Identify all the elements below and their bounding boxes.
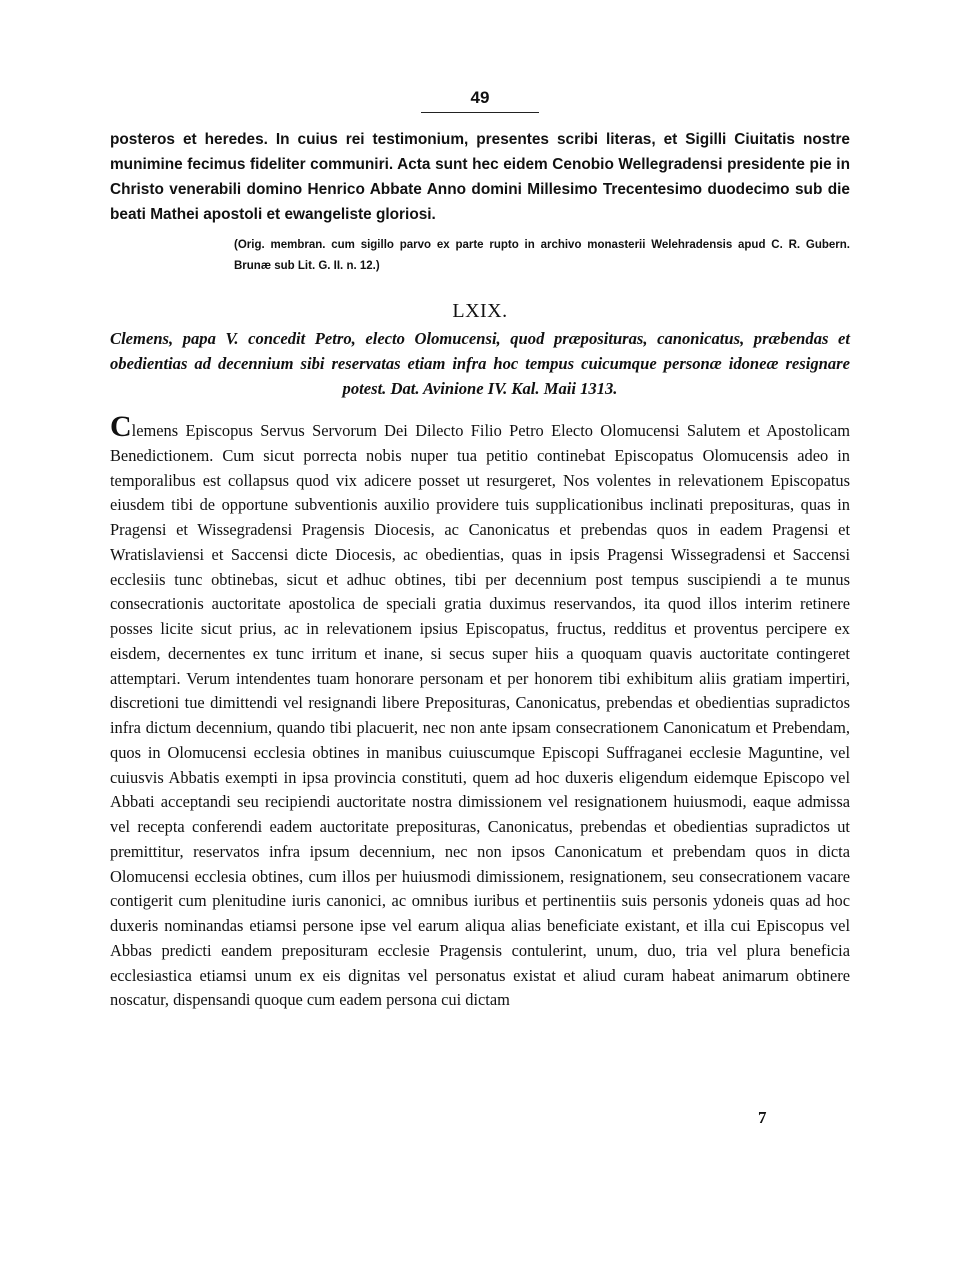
- document-number: LXIX.: [452, 300, 508, 322]
- document-summary: Clemens, papa V. concedit Petro, electo Olomucensi, quod præposituras, canonicatus, præbendas et obedientias ad decennium sibi reservatas etiam infra hoc tempus cuicumque personæ idoneæ resignare potest. Dat. Avinione IV. Kal. Maii 1313.: [110, 329, 850, 398]
- page-number: 49: [470, 88, 490, 107]
- signature-mark: 7: [758, 1108, 767, 1127]
- document-page: [110, 88, 850, 1013]
- header-rule: [421, 112, 539, 113]
- charter-text: lemens Episcopus Servus Servorum Dei Dilecto Filio Petro Electo Olomucensi Salutem et Apostolicam Benedictionem. Cum sicut porrecta nobis nuper tua petitio continebat Episcopatus Olomucensis adeo in temporalibus est collapsus quod vix adicere posset ut resurgeret, Nos volentes in relevationem Episcopatus eiusdem tibi de opportune subventionis auxilio providere tuis supplicationibus inclinati preposituras, quas in Pragensi et Wissegradensi Pragensis Diocesis, ac Canonicatus et prebendas quos in eadem Pragensi et Wratislaviensi et Saccensi dicte Diocesis, ac obedientias, quas in ipsis Pragensi Wissegradensi et Saccensi ecclesiis tunc obtinebas, sicut et adhuc obtines, tibi per decennium post tempus suscipiendi a te munus consecrationis auctoritate apostolica de speciali gratia duximus reservandos, ita quod illos interim retinere posses licite sicut prius, ac in relevationem ipsius Episcopatus, fructus, redditus et proventus percipere ex eisdem, decernentes ex tunc irritum et inane, si secus super hiis a quoquam quavis auctoritate contingeret attemptari. Verum intendentes tuam honorare personam et per honorem tibi exhibitum aliis gratiam impertiri, discretioni tue dimittendi vel resignandi libere Preposituras, Canonicatus, prebendas et obedientias supradictos infra dictum decennium, quando tibi placuerit, nec non ante ipsam consecrationem Canonicatum et Prebendam, quos in Olomucensi ecclesia obtines in manibus cuiuscumque Episcopi Suffraganei ecclesie Maguntine, vel cuiusvis Abbatis exempti in ipsa provincia constituti, quem ad hoc duxeris eligendum eidemque Episcopo vel Abbati acceptandi seu recipiendi auctoritate nostra dimissionem vel resignationem huiusmodi, eaque admissa vel recepta conferendi eadem auctoritate preposituras, Canonicatus, prebendas et obedientias supradictos ut premittitur, reservatos infra ipsum decennium, nec non ipsos Canonicatum et prebendam quos in dicta Olomucensi ecclesia obtines, cum illos per huiusmodi dimissionem, resignationem, seu consecrationem vacare contigerit cum plenitudine iuris canonici, ac omnibus iuribus et pertinentiis suis personis ydoneis quas ad hoc duxeris nominandas etiamsi persone ipse vel earum aliqua alias beneficiate existant, et illa cui Episcopus vel Abbas predicti eandem preposituram ecclesie Pragensis contulerint, unum, duo, tria vel plura beneficia ecclesiastica etiamsi unum ex eis dignitas vel personatus existat et aliud curam habeat animarum obtinere noscatur, dispensandi quoque cum eadem persona cui dictam: [110, 421, 850, 1010]
- intro-paragraph: posteros et heredes. In cuius rei testimonium, presentes scribi literas, et Sigilli Ciuitatis nostre munimine fecimus fideliter communiri. Acta sunt hec eidem Cenobio Wellegradensi presidente pie in Christo venerabili domino Henrico Abbate Anno domini Millesimo Trecentesimo duodecimo sub die beati Mathei apostoli et ewangeliste gloriosi.: [110, 131, 850, 223]
- source-note: (Orig. membran. cum sigillo parvo ex parte rupto in archivo monasterii Welehradensis apud C. R. Gubern. Brunæ sub Lit. G. II. n. 12.): [234, 239, 850, 272]
- charter-body: [110, 410, 850, 1013]
- drop-initial: C: [110, 410, 132, 443]
